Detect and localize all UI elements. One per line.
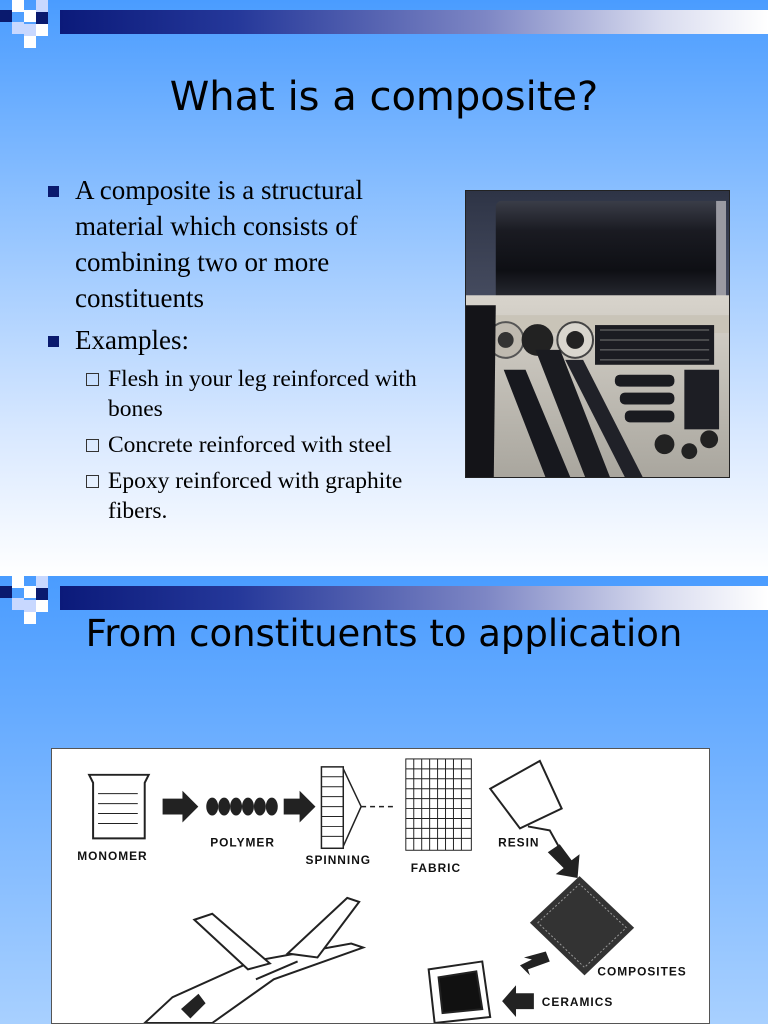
bullet-item xyxy=(48,322,448,358)
bullet-list xyxy=(48,172,448,532)
arrow-left-icon xyxy=(520,952,550,976)
jet-aircraft-icon xyxy=(145,898,363,1023)
composite-process-diagram xyxy=(51,748,710,1024)
arrow-left-icon xyxy=(502,985,534,1017)
hollow-square-bullet-icon xyxy=(86,373,99,386)
label-monomer: MONOMER xyxy=(77,849,148,864)
square-bullet-icon xyxy=(48,186,59,197)
arrow-down-right-icon xyxy=(548,844,580,878)
sub-bullet-text: Epoxy reinforced with graphite fibers. xyxy=(108,468,403,524)
arrow-right-icon xyxy=(163,791,199,823)
slide-from-constituents-to-application xyxy=(0,576,768,1024)
bullet-item xyxy=(48,172,448,316)
sub-bullet-item xyxy=(48,466,448,526)
fabric-grid-icon xyxy=(406,759,472,850)
computer-icon xyxy=(429,961,491,1023)
label-composites: COMPOSITES xyxy=(597,964,687,979)
hollow-square-bullet-icon xyxy=(86,475,99,488)
spinneret-icon xyxy=(321,767,395,848)
sub-bullet-text: Flesh in your leg reinforced with bones xyxy=(108,366,417,422)
bullet-text: A composite is a structural material which consists of combining two or more constituents xyxy=(75,175,363,313)
bullet-text: Examples: xyxy=(75,325,189,355)
label-polymer: POLYMER xyxy=(210,835,275,850)
label-fabric: FABRIC xyxy=(410,861,462,876)
square-bullet-icon xyxy=(48,336,59,347)
slide-title: What is a composite? xyxy=(169,74,599,120)
polymer-chain-icon xyxy=(206,798,277,816)
beaker-icon xyxy=(89,775,149,839)
corner-squares-decoration xyxy=(0,0,60,48)
label-resin: RESIN xyxy=(498,835,540,850)
arrow-right-icon xyxy=(284,791,316,823)
sub-bullet-item xyxy=(48,430,448,460)
sub-bullet-text: Concrete reinforced with steel xyxy=(108,432,392,458)
title-bar-decoration xyxy=(60,586,768,610)
title-bar-decoration xyxy=(60,10,768,34)
slide-title: From constituents to application xyxy=(85,612,683,655)
carbon-fiber-rolls-photo xyxy=(465,190,730,478)
hollow-square-bullet-icon xyxy=(86,439,99,452)
label-spinning: SPINNING xyxy=(305,853,372,868)
sub-bullet-item xyxy=(48,364,448,424)
label-ceramics: CERAMICS xyxy=(541,995,614,1010)
